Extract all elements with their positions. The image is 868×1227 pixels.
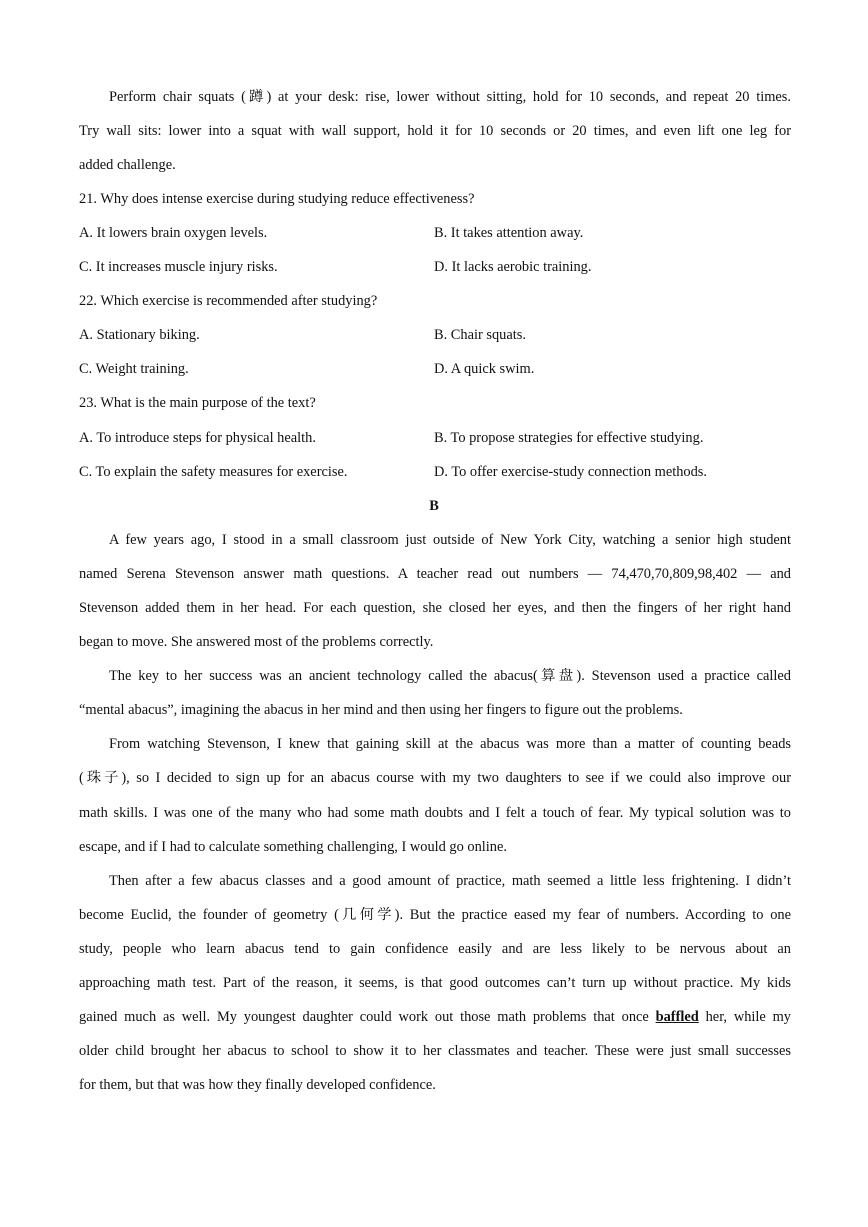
passage-b-line: escape, and if I had to calculate something challenging, I would go online. bbox=[79, 839, 507, 855]
passage-b-line: From watching Stevenson, I knew that gaining skill at the abacus was more than a matter of counting beads bbox=[109, 736, 791, 752]
option-21-c: C. It increases muscle injury risks. bbox=[79, 259, 278, 275]
option-23-b: B. To propose strategies for effective studying. bbox=[434, 430, 704, 446]
question-stem-23: 23. What is the main purpose of the text? bbox=[79, 395, 316, 411]
question-stem-21: 21. Why does intense exercise during studying reduce effectiveness? bbox=[79, 191, 475, 207]
passage-b-line: Then after a few abacus classes and a good amount of practice, math seemed a little less frightening. I didn’t bbox=[109, 873, 791, 889]
vocab-word-baffled: baffled bbox=[655, 1009, 699, 1025]
passage-b-line: study, people who learn abacus tend to gain confidence easily and are less likely to be nervous about an bbox=[79, 941, 791, 957]
passage-b-line: A few years ago, I stood in a small classroom just outside of New York City, watching a senior high student bbox=[109, 532, 791, 548]
option-21-d: D. It lacks aerobic training. bbox=[434, 259, 592, 275]
option-23-d: D. To offer exercise-study connection methods. bbox=[434, 464, 708, 480]
section-title: B bbox=[429, 498, 439, 514]
passage-b-line: “mental abacus”, imagining the abacus in her mind and then using her fingers to figure out the problems. bbox=[79, 702, 683, 718]
passage-b-line: named Serena Stevenson answer math questions. A teacher read out numbers — 74,470,70,809,98,402 — and bbox=[79, 566, 791, 582]
passage-b-line-with-vocab bbox=[79, 1007, 791, 1027]
option-21-a: A. It lowers brain oxygen levels. bbox=[79, 225, 268, 241]
question-stem-22: 22. Which exercise is recommended after studying? bbox=[79, 293, 378, 309]
passage-a-line: added challenge. bbox=[79, 157, 176, 173]
passage-b-line: began to move. She answered most of the problems correctly. bbox=[79, 634, 434, 650]
passage-b-line: approaching math test. Part of the reason, it seems, is that good outcomes can’t turn up without practice. My kids bbox=[79, 975, 791, 991]
passage-b-line: (珠子), so I decided to sign up for an abacus course with my two daughters to see if we could also improve our bbox=[79, 770, 791, 786]
option-21-b: B. It takes attention away. bbox=[434, 225, 584, 241]
option-22-d: D. A quick swim. bbox=[434, 361, 535, 377]
passage-b-line: Stevenson added them in her head. For each question, she closed her eyes, and then the fingers of her right hand bbox=[79, 600, 791, 616]
passage-b-line: older child brought her abacus to school to show it to her classmates and teacher. These were just small successes bbox=[79, 1043, 791, 1059]
option-22-c: C. Weight training. bbox=[79, 361, 189, 377]
option-22-a: A. Stationary biking. bbox=[79, 327, 200, 343]
option-22-b: B. Chair squats. bbox=[434, 327, 526, 343]
passage-a-line: Perform chair squats (蹲) at your desk: rise, lower without sitting, hold for 10 seconds, and repeat 20 times. bbox=[109, 89, 791, 105]
option-23-a: A. To introduce steps for physical health. bbox=[79, 430, 316, 446]
passage-a-line: Try wall sits: lower into a squat with wall support, hold it for 10 seconds or 20 times, and even lift one leg for bbox=[79, 123, 791, 139]
line-text-after: her, while my bbox=[698, 1009, 791, 1025]
line-text-before: gained much as well. My youngest daughter could work out those math problems that once bbox=[79, 1009, 656, 1025]
passage-b-line: math skills. I was one of the many who had some math doubts and I felt a touch of fear. My typical solution was to bbox=[79, 805, 791, 821]
option-23-c: C. To explain the safety measures for exercise. bbox=[79, 464, 348, 480]
passage-b-line: become Euclid, the founder of geometry (几何学). But the practice eased my fear of numbers. According to one bbox=[79, 907, 791, 923]
passage-b-line: The key to her success was an ancient technology called the abacus(算盘). Stevenson used a practice called bbox=[109, 668, 791, 684]
passage-b-line: for them, but that was how they finally developed confidence. bbox=[79, 1077, 436, 1093]
